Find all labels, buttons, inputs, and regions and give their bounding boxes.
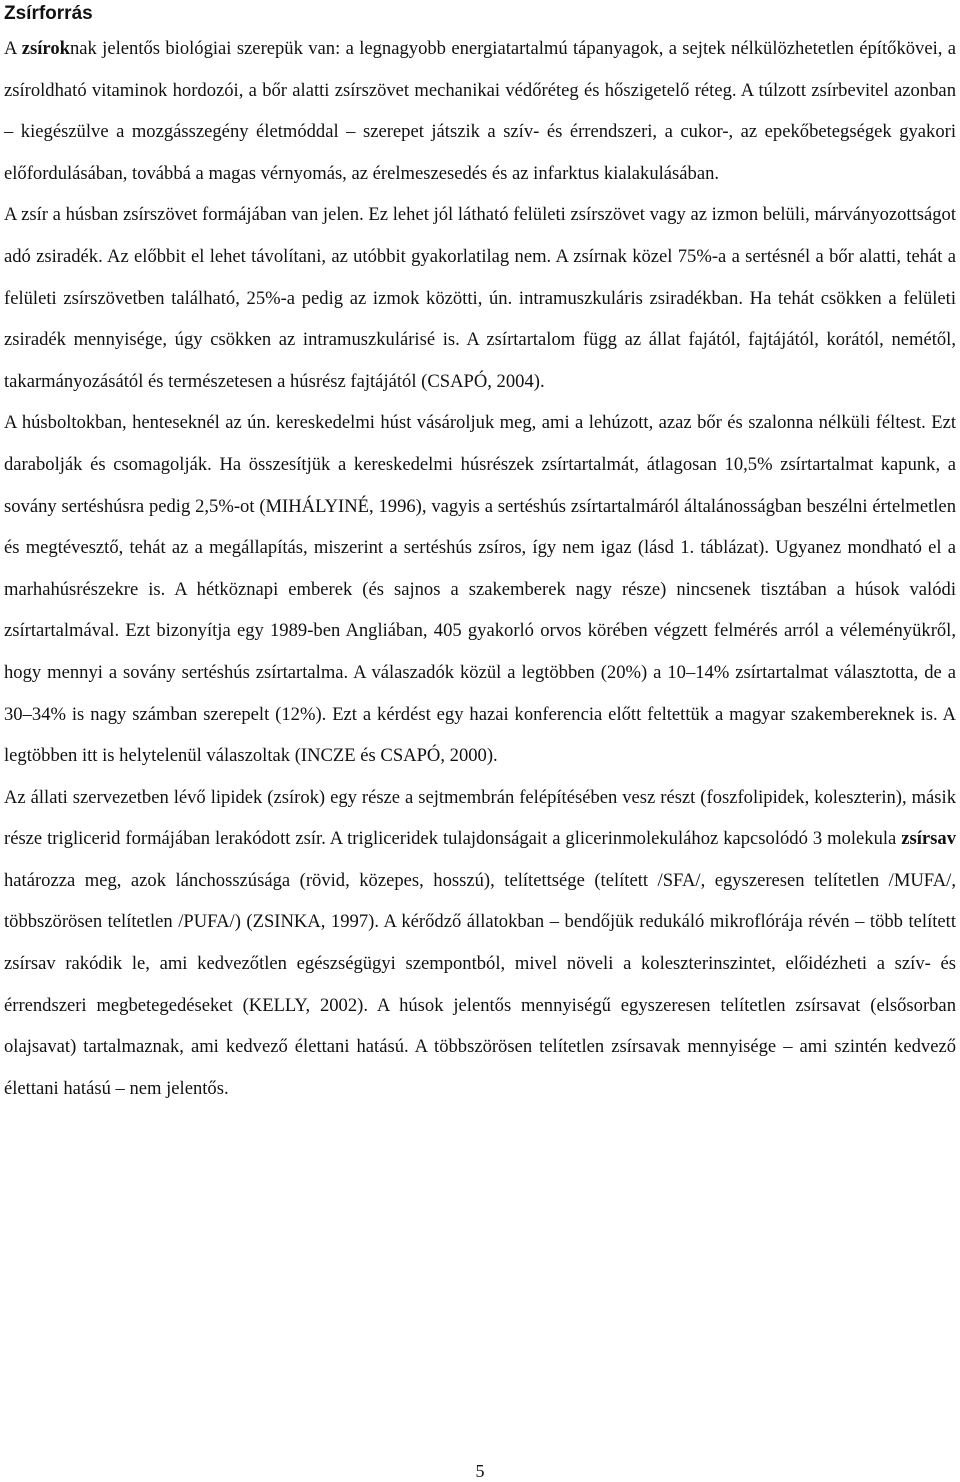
section-title: Zsírforrás	[4, 3, 93, 24]
text-segment: A	[4, 38, 22, 59]
text-segment: nak jelentős biológiai szerepük van: a legnagyobb energiatartalmú tápanyagok, a sejtek nélkülözhetetlen építőkövei, a zsíroldható vitaminok hordozói, a bőr alatti zsírszövet mechanikai védőréteg és hőszigetelő réteg. A túlzott zsírbevitel azonban – kiegészülve a mozgásszegény életmóddal – szerepet játszik a szív- és érrendszeri, a cukor-, az epekőbetegségek gyakori előfordulásában, továbbá a magas vérnyomás, az érelmeszesedés és az infarktus kialakulásában.	[4, 38, 956, 184]
text-segment: Az állati szervezetben lévő lipidek (zsírok) egy része a sejtmembrán felépítésében vesz részt (foszfolipidek, koleszterin), másik része triglicerid formájában lerakódott zsír. A trigliceridek tulajdonságait a glicerinmolekulához kapcsolódó 3 molekula	[4, 786, 956, 850]
document-page	[4, 2, 956, 1109]
text-segment: A zsír a húsban zsírszövet formájában van jelen. Ez lehet jól látható felületi zsírszövet vagy az izmon belüli, márványozottságot adó zsiradék. Az előbbit el lehet távolítani, az utóbbit gyakorlatilag nem. A zsírnak közel 75%-a a sertésnél a bőr alatti, tehát a felületi zsírszövetben található, 25%-a pedig az izmok közötti, ún. intramuszkuláris zsiradékban. Ha tehát csökken a felületi zsiradék mennyisége, úgy csökken az intramuszkulárisé is. A zsírtartalom függ az állat fajától, fajtájától, korától, nemétől, takarmányozásától és természetesen a húsrész fajtájától (CSAPÓ, 2004).	[4, 204, 956, 392]
text-segment: határozza meg, azok lánchosszúsága (rövid, közepes, hosszú), telítettsége (telített /SFA/, egyszeresen telítetlen /MUFA/, többszörösen telítetlen /PUFA/) (ZSINKA, 1997). A kérődző állatokban – bendőjük redukáló mikroflórája révén – több telített zsírsav rakódik le, ami kedvezőtlen egészségügyi szempontból, mivel növeli a koleszterinszintet, előidézheti a szív- és érrendszeri megbetegedéseket (KELLY, 2002). A húsok jelentős mennyiségű egyszeresen telítetlen zsírsavat (elsősorban olajsavat) tartalmaznak, ami kedvező élettani hatású. A többszörösen telítetlen zsírsavak mennyisége – ami szintén kedvező élettani hatású – nem jelentős.	[4, 869, 956, 1099]
paragraph	[4, 194, 956, 402]
bold-term: zsírok	[21, 38, 70, 59]
page-number: 5	[475, 1461, 485, 1481]
body-text	[4, 28, 956, 1109]
paragraph	[4, 777, 956, 1110]
text-segment: A húsboltokban, henteseknél az ún. kereskedelmi húst vásároljuk meg, ami a lehúzott, azaz bőr és szalonna nélküli féltest. Ezt darabolják és csomagolják. Ha összesítjük a kereskedelmi húsrészek zsírtartalmát, átlagosan 10,5% zsírtartalmat kapunk, a sovány sertéshúsra pedig 2,5%-ot (MIHÁLYINÉ, 1996), vagyis a sertéshús zsírtartalmáról általánosságban beszélni értelmetlen és megtévesztő, tehát az a megállapítás, miszerint a sertéshús zsíros, így nem igaz (lásd 1. táblázat). Ugyanez mondható el a marhahúsrészekre is. A hétköznapi emberek (és sajnos a szakemberek nagy része) nincsenek tisztában a húsok valódi zsírtartalmával. Ezt bizonyítja egy 1989-ben Angliában, 405 gyakorló orvos körében végzett felmérés arról a véleményükről, hogy mennyi a sovány sertéshús zsírtartalma. A válaszadók közül a legtöbben (20%) a 10–14% zsírtartalmat választotta, de a 30–34% is nagy számban szerepelt (12%). Ezt a kérdést egy hazai konferencia előtt feltettük a magyar szakembereknek is. A legtöbben itt is helytelenül válaszoltak (INCZE és CSAPÓ, 2000).	[4, 412, 956, 767]
paragraph	[4, 28, 956, 194]
bold-term: zsírsav	[901, 828, 956, 850]
paragraph	[4, 402, 956, 776]
